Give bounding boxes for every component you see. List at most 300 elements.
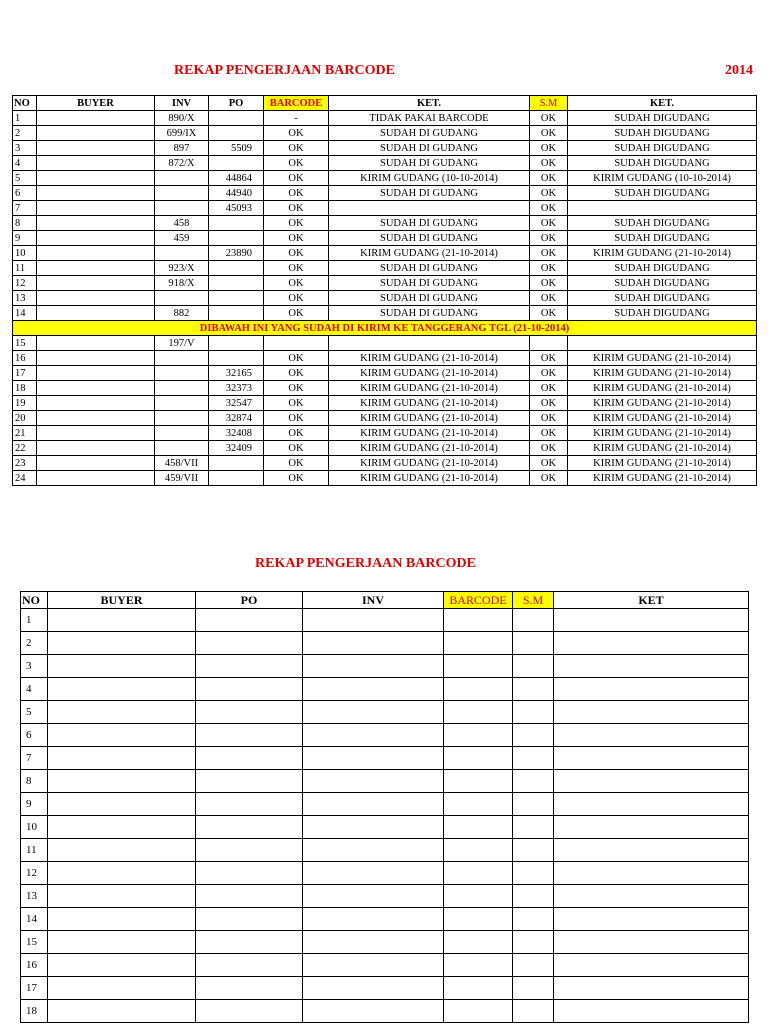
row-no: 1 (21, 609, 48, 632)
table-row (21, 862, 749, 885)
empty-cell (303, 954, 444, 977)
empty-cell (513, 931, 554, 954)
row-inv: 699/IX (155, 126, 209, 141)
empty-cell (196, 954, 303, 977)
row-po (209, 111, 264, 126)
row-ket2: KIRIM GUDANG (21-10-2014) (568, 396, 757, 411)
row-no: 7 (13, 201, 37, 216)
row-buyer (37, 306, 155, 321)
row-sm: OK (530, 306, 568, 321)
table-row (13, 351, 757, 366)
row-po: 45093 (209, 201, 264, 216)
row-po: 32874 (209, 411, 264, 426)
row-ket: KIRIM GUDANG (21-10-2014) (329, 396, 530, 411)
row-ket2: KIRIM GUDANG (21-10-2014) (568, 471, 757, 486)
empty-cell (196, 747, 303, 770)
table-row (13, 456, 757, 471)
table-row (13, 231, 757, 246)
row-barcode: OK (264, 171, 329, 186)
row-ket: SUDAH DI GUDANG (329, 216, 530, 231)
empty-cell (196, 609, 303, 632)
row-po: 23890 (209, 246, 264, 261)
row-sm: OK (530, 411, 568, 426)
row-no: 15 (21, 931, 48, 954)
row-inv: 459/VII (155, 471, 209, 486)
row-ket2: KIRIM GUDANG (21-10-2014) (568, 441, 757, 456)
empty-cell (444, 609, 513, 632)
table-row (21, 678, 749, 701)
row-barcode: OK (264, 156, 329, 171)
header-sm: S.M (513, 592, 554, 609)
row-no: 3 (21, 655, 48, 678)
row-ket: TIDAK PAKAI BARCODE (329, 111, 530, 126)
row-buyer (37, 216, 155, 231)
row-po (209, 306, 264, 321)
row-inv (155, 351, 209, 366)
empty-cell (196, 678, 303, 701)
empty-cell (554, 747, 749, 770)
row-no: 13 (21, 885, 48, 908)
row-inv (155, 246, 209, 261)
empty-cell (48, 931, 196, 954)
sheet1-title: REKAP PENGERJAAN BARCODE (174, 63, 395, 78)
row-no: 9 (13, 231, 37, 246)
row-barcode: OK (264, 396, 329, 411)
empty-cell (513, 954, 554, 977)
empty-cell (554, 816, 749, 839)
row-sm: OK (530, 366, 568, 381)
empty-cell (48, 793, 196, 816)
row-buyer (37, 276, 155, 291)
empty-cell (554, 839, 749, 862)
empty-cell (303, 747, 444, 770)
row-inv (155, 441, 209, 456)
row-ket2: SUDAH DIGUDANG (568, 126, 757, 141)
row-ket2: KIRIM GUDANG (21-10-2014) (568, 351, 757, 366)
table-row (21, 931, 749, 954)
header-no: NO (13, 96, 37, 111)
table-row (13, 186, 757, 201)
row-sm: OK (530, 156, 568, 171)
empty-cell (48, 701, 196, 724)
row-barcode: OK (264, 366, 329, 381)
row-inv: 197/V (155, 336, 209, 351)
row-buyer (37, 336, 155, 351)
row-po (209, 231, 264, 246)
row-po: 32165 (209, 366, 264, 381)
row-inv (155, 381, 209, 396)
empty-cell (303, 701, 444, 724)
row-sm (530, 336, 568, 351)
table-row (13, 306, 757, 321)
row-ket2: KIRIM GUDANG (21-10-2014) (568, 246, 757, 261)
row-buyer (37, 171, 155, 186)
table-row (21, 954, 749, 977)
empty-cell (444, 747, 513, 770)
header-no: NO (21, 592, 48, 609)
table-row (21, 770, 749, 793)
row-sm: OK (530, 126, 568, 141)
empty-cell (513, 862, 554, 885)
empty-cell (554, 931, 749, 954)
row-buyer (37, 186, 155, 201)
row-inv: 923/X (155, 261, 209, 276)
row-ket: SUDAH DI GUDANG (329, 186, 530, 201)
row-ket2 (568, 336, 757, 351)
row-ket: KIRIM GUDANG (10-10-2014) (329, 171, 530, 186)
row-no: 1 (13, 111, 37, 126)
table-row (21, 747, 749, 770)
table-row (21, 977, 749, 1000)
row-sm: OK (530, 246, 568, 261)
table-row (21, 816, 749, 839)
empty-cell (444, 954, 513, 977)
empty-cell (303, 839, 444, 862)
row-no: 19 (13, 396, 37, 411)
row-no: 2 (21, 632, 48, 655)
header-inv: INV (303, 592, 444, 609)
empty-cell (554, 977, 749, 1000)
row-po: 32409 (209, 441, 264, 456)
row-po (209, 276, 264, 291)
header-po: PO (196, 592, 303, 609)
row-no: 17 (21, 977, 48, 1000)
empty-cell (513, 1000, 554, 1023)
empty-cell (303, 1000, 444, 1023)
empty-cell (444, 977, 513, 1000)
empty-cell (444, 655, 513, 678)
empty-cell (48, 747, 196, 770)
empty-cell (554, 793, 749, 816)
row-buyer (37, 231, 155, 246)
row-barcode: OK (264, 351, 329, 366)
empty-cell (196, 655, 303, 678)
barcode-recap-blank-table (20, 591, 749, 1023)
row-sm: OK (530, 351, 568, 366)
empty-cell (554, 678, 749, 701)
table-row (21, 701, 749, 724)
empty-cell (48, 609, 196, 632)
row-inv: 918/X (155, 276, 209, 291)
empty-cell (513, 816, 554, 839)
row-inv: 897 (155, 141, 209, 156)
row-inv (155, 171, 209, 186)
row-ket2: SUDAH DIGUDANG (568, 261, 757, 276)
row-buyer (37, 426, 155, 441)
empty-cell (513, 701, 554, 724)
row-barcode: OK (264, 126, 329, 141)
empty-cell (444, 931, 513, 954)
row-po: 32408 (209, 426, 264, 441)
row-ket: SUDAH DI GUDANG (329, 231, 530, 246)
row-inv: 882 (155, 306, 209, 321)
empty-cell (303, 655, 444, 678)
row-barcode: OK (264, 246, 329, 261)
row-no: 12 (13, 276, 37, 291)
empty-cell (444, 816, 513, 839)
table-row (13, 471, 757, 486)
empty-cell (554, 655, 749, 678)
empty-cell (196, 793, 303, 816)
row-buyer (37, 381, 155, 396)
row-po (209, 471, 264, 486)
row-ket2 (568, 201, 757, 216)
row-ket: KIRIM GUDANG (21-10-2014) (329, 441, 530, 456)
row-buyer (37, 156, 155, 171)
empty-cell (513, 770, 554, 793)
empty-cell (303, 724, 444, 747)
row-no: 15 (13, 336, 37, 351)
row-po: 5509 (209, 141, 264, 156)
row-sm: OK (530, 426, 568, 441)
empty-cell (196, 701, 303, 724)
table-row (21, 655, 749, 678)
row-no: 16 (21, 954, 48, 977)
empty-cell (303, 678, 444, 701)
row-sm: OK (530, 471, 568, 486)
empty-cell (513, 908, 554, 931)
row-barcode: OK (264, 276, 329, 291)
empty-cell (513, 747, 554, 770)
table-row (13, 141, 757, 156)
empty-cell (554, 609, 749, 632)
header-barcode: BARCODE (444, 592, 513, 609)
empty-cell (196, 931, 303, 954)
barcode-recap-table (12, 95, 757, 486)
row-ket2: SUDAH DIGUDANG (568, 111, 757, 126)
row-ket (329, 201, 530, 216)
row-ket: SUDAH DI GUDANG (329, 126, 530, 141)
table-row (21, 908, 749, 931)
row-ket: SUDAH DI GUDANG (329, 261, 530, 276)
row-po: 44940 (209, 186, 264, 201)
row-no: 11 (13, 261, 37, 276)
row-no: 4 (13, 156, 37, 171)
empty-cell (554, 1000, 749, 1023)
row-barcode: OK (264, 291, 329, 306)
row-sm: OK (530, 276, 568, 291)
empty-cell (554, 908, 749, 931)
row-no: 20 (13, 411, 37, 426)
empty-cell (48, 724, 196, 747)
row-barcode: OK (264, 426, 329, 441)
empty-cell (444, 1000, 513, 1023)
empty-cell (303, 931, 444, 954)
row-no: 14 (13, 306, 37, 321)
empty-cell (196, 770, 303, 793)
row-barcode: - (264, 111, 329, 126)
row-ket2: SUDAH DIGUDANG (568, 216, 757, 231)
row-barcode (264, 336, 329, 351)
empty-cell (48, 839, 196, 862)
table-header-row (13, 96, 757, 111)
row-buyer (37, 201, 155, 216)
row-buyer (37, 411, 155, 426)
row-inv (155, 411, 209, 426)
empty-cell (513, 724, 554, 747)
row-no: 21 (13, 426, 37, 441)
row-barcode: OK (264, 186, 329, 201)
empty-cell (444, 770, 513, 793)
empty-cell (444, 793, 513, 816)
row-ket2: KIRIM GUDANG (21-10-2014) (568, 381, 757, 396)
row-po: 32547 (209, 396, 264, 411)
row-no: 22 (13, 441, 37, 456)
sheet2-title: REKAP PENGERJAAN BARCODE (255, 556, 476, 571)
header-buyer: BUYER (37, 96, 155, 111)
row-sm: OK (530, 456, 568, 471)
empty-cell (48, 908, 196, 931)
empty-cell (303, 632, 444, 655)
table-row (13, 126, 757, 141)
row-no: 6 (21, 724, 48, 747)
table-row (21, 839, 749, 862)
row-sm: OK (530, 396, 568, 411)
table-row (21, 793, 749, 816)
empty-cell (444, 885, 513, 908)
row-inv (155, 366, 209, 381)
row-ket2: KIRIM GUDANG (21-10-2014) (568, 456, 757, 471)
row-no: 4 (21, 678, 48, 701)
row-ket2: SUDAH DIGUDANG (568, 186, 757, 201)
empty-cell (48, 954, 196, 977)
empty-cell (48, 678, 196, 701)
row-no: 3 (13, 141, 37, 156)
row-ket2: SUDAH DIGUDANG (568, 291, 757, 306)
row-no: 16 (13, 351, 37, 366)
row-ket: SUDAH DI GUDANG (329, 276, 530, 291)
row-buyer (37, 141, 155, 156)
empty-cell (513, 977, 554, 1000)
row-inv (155, 396, 209, 411)
empty-cell (554, 770, 749, 793)
empty-cell (303, 977, 444, 1000)
empty-cell (444, 908, 513, 931)
table-row (13, 216, 757, 231)
row-ket: SUDAH DI GUDANG (329, 156, 530, 171)
row-po (209, 336, 264, 351)
empty-cell (513, 839, 554, 862)
header-ket: KET (554, 592, 749, 609)
row-barcode: OK (264, 471, 329, 486)
row-po (209, 351, 264, 366)
row-no: 10 (13, 246, 37, 261)
table-row (21, 885, 749, 908)
row-buyer (37, 441, 155, 456)
header-inv: INV (155, 96, 209, 111)
table-row (13, 426, 757, 441)
row-ket: KIRIM GUDANG (21-10-2014) (329, 381, 530, 396)
row-ket: KIRIM GUDANG (21-10-2014) (329, 411, 530, 426)
empty-cell (196, 724, 303, 747)
empty-cell (513, 609, 554, 632)
row-barcode: OK (264, 381, 329, 396)
row-no: 13 (13, 291, 37, 306)
row-ket2: SUDAH DIGUDANG (568, 276, 757, 291)
empty-cell (554, 701, 749, 724)
row-ket: KIRIM GUDANG (21-10-2014) (329, 366, 530, 381)
empty-cell (303, 862, 444, 885)
table-row (13, 291, 757, 306)
empty-cell (48, 977, 196, 1000)
empty-cell (303, 609, 444, 632)
row-inv: 872/X (155, 156, 209, 171)
empty-cell (303, 885, 444, 908)
row-no: 23 (13, 456, 37, 471)
table-row (13, 381, 757, 396)
row-buyer (37, 246, 155, 261)
row-ket: KIRIM GUDANG (21-10-2014) (329, 351, 530, 366)
empty-cell (554, 862, 749, 885)
row-inv (155, 291, 209, 306)
empty-cell (303, 908, 444, 931)
row-sm: OK (530, 171, 568, 186)
table-row (13, 441, 757, 456)
header-sm: S.M (530, 96, 568, 111)
row-sm: OK (530, 291, 568, 306)
row-no: 18 (13, 381, 37, 396)
row-sm: OK (530, 441, 568, 456)
section-row (13, 321, 757, 336)
empty-cell (513, 632, 554, 655)
row-buyer (37, 471, 155, 486)
empty-cell (303, 770, 444, 793)
row-no: 6 (13, 186, 37, 201)
row-buyer (37, 111, 155, 126)
row-sm: OK (530, 111, 568, 126)
row-no: 8 (21, 770, 48, 793)
row-buyer (37, 396, 155, 411)
empty-cell (554, 954, 749, 977)
row-sm: OK (530, 141, 568, 156)
row-buyer (37, 126, 155, 141)
row-no: 2 (13, 126, 37, 141)
table-row (13, 336, 757, 351)
empty-cell (513, 885, 554, 908)
empty-cell (444, 701, 513, 724)
empty-cell (444, 678, 513, 701)
table-row (21, 632, 749, 655)
row-barcode: OK (264, 201, 329, 216)
table-row (13, 171, 757, 186)
row-barcode: OK (264, 261, 329, 276)
row-barcode: OK (264, 456, 329, 471)
row-po (209, 156, 264, 171)
empty-cell (554, 724, 749, 747)
row-ket2: SUDAH DIGUDANG (568, 306, 757, 321)
table-row (13, 396, 757, 411)
row-barcode: OK (264, 216, 329, 231)
row-ket: KIRIM GUDANG (21-10-2014) (329, 246, 530, 261)
empty-cell (513, 793, 554, 816)
row-po: 44864 (209, 171, 264, 186)
empty-cell (196, 908, 303, 931)
row-no: 5 (13, 171, 37, 186)
row-ket: SUDAH DI GUDANG (329, 141, 530, 156)
table-row (13, 246, 757, 261)
row-no: 12 (21, 862, 48, 885)
row-po (209, 456, 264, 471)
empty-cell (444, 839, 513, 862)
empty-cell (196, 632, 303, 655)
row-inv: 890/X (155, 111, 209, 126)
row-ket (329, 336, 530, 351)
table-row (13, 411, 757, 426)
header-ket: KET. (329, 96, 530, 111)
row-no: 18 (21, 1000, 48, 1023)
header-ket2: KET. (568, 96, 757, 111)
table-row (13, 156, 757, 171)
